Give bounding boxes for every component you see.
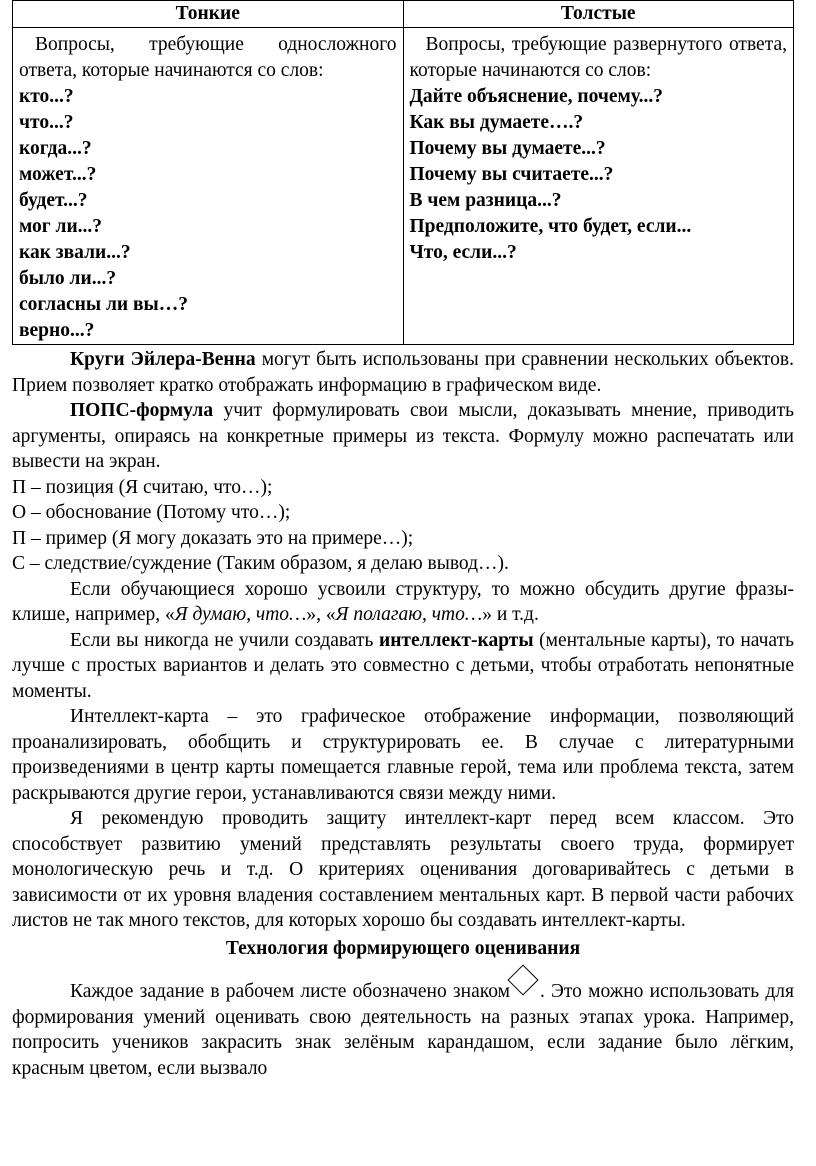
paragraph-cliches: Если обучающиеся хорошо усвоили структуру, то можно обсудить другие фразы-клише, например, «Я думаю, что…», «Я полагаю, что…» и т.д. <box>12 578 794 625</box>
thin-question: как звали...? <box>19 242 131 263</box>
pops-item: О – обоснование (Потому что…); <box>12 502 291 523</box>
cliche-2: Я полагаю, что… <box>335 604 483 625</box>
thick-question: Почему вы считаете...? <box>409 164 614 185</box>
pops-item: П – позиция (Я считаю, что…); <box>12 476 273 498</box>
pops-item: С – следствие/суждение (Таким образом, я делаю вывод…). <box>12 553 509 574</box>
body-text <box>12 347 794 1081</box>
term-mind-maps: интеллект-карты <box>378 629 534 651</box>
thin-question: может...? <box>19 164 97 185</box>
document-page <box>12 0 794 1081</box>
thick-question: Почему вы думаете...? <box>409 138 606 159</box>
thin-question: было ли...? <box>19 268 117 289</box>
paragraph-assessment: Каждое задание в рабочем листе обозначено знаком . Это можно использовать для формирования умений оценивать свою деятельность на разных этапах урока. Например, попросить учеников закрасить знак зелёным карандашом, если задание было лёгким, красным цветом, если вызвало <box>12 969 794 1081</box>
thin-question: что...? <box>19 112 74 133</box>
thick-intro: Вопросы, требующие развернутого ответа, которые начинаются со слов: <box>409 34 787 81</box>
col-header-thin: Тонкие <box>13 1 404 28</box>
col-header-thick: Толстые <box>403 1 794 28</box>
thick-question: Предположите, что будет, если... <box>409 216 692 237</box>
thin-question: согласны ли вы…? <box>19 294 189 315</box>
paragraph-mind-maps: Если вы никогда не учили создавать интеллект-карты (ментальные карты), то начать лучше с простых вариантов и делать это совместно с детьми, чтобы отработать непонятные моменты. <box>12 629 794 702</box>
paragraph-pops: ПОПС-формула учит формулировать свои мысли, доказывать мнение, приводить аргументы, опираясь на конкретные примеры из текста. Формулу можно распечатать или вывести на экран. <box>12 400 794 472</box>
thin-question: когда...? <box>19 138 92 159</box>
thick-question: Дайте объяснение, почему...? <box>409 86 663 107</box>
thin-question: верно...? <box>19 320 95 341</box>
paragraph-mind-map-defense: Я рекомендую проводить защиту интеллект-карт перед всем классом. Это способствует развитию умений представлять результаты своего труда, формирует монологическую речь и т.д. О критериях оценивания договаривайтесь с детьми в зависимости от их уровня владения составлением ментальных карт. В первой части рабочих листов не так много текстов, для которых хорошо бы создавать интеллект-карты. <box>12 808 794 931</box>
term-euler-venn: Круги Эйлера-Венна <box>70 349 256 370</box>
pops-item: П – пример (Я могу доказать это на примере…); <box>12 527 414 549</box>
thin-question: мог ли...? <box>19 216 103 237</box>
diamond-icon <box>507 964 538 995</box>
thin-questions-cell <box>13 28 404 345</box>
term-pops: ПОПС-формула <box>70 400 214 421</box>
paragraph-euler-venn: Круги Эйлера-Венна могут быть использованы при сравнении нескольких объектов. Прием позволяет кратко отображать информацию в графическом виде. <box>12 349 794 396</box>
table-header-row <box>13 1 794 28</box>
thick-questions-cell <box>403 28 794 345</box>
thin-intro: Вопросы, требующие односложного ответа, которые начинаются со слов: <box>19 34 397 81</box>
thick-question: В чем разница...? <box>409 190 562 211</box>
question-types-table <box>12 0 794 345</box>
cliche-1: Я думаю, что… <box>174 604 307 625</box>
section-heading: Технология формирующего оценивания <box>225 937 581 959</box>
paragraph-mind-map-definition: Интеллект-карта – это графическое отображение информации, позволяющий проанализировать, обобщить и структурировать ее. В случае с литературными произведениями в центр карты помещается главные герой, тема или проблема текста, затем раскрываются другие герои, устанавливаются связи между ними. <box>12 706 794 804</box>
table-row <box>13 28 794 345</box>
thin-question: кто...? <box>19 86 74 107</box>
thick-question: Как вы думаете….? <box>409 112 584 133</box>
thin-question: будет...? <box>19 190 88 211</box>
thick-question: Что, если...? <box>409 242 517 263</box>
